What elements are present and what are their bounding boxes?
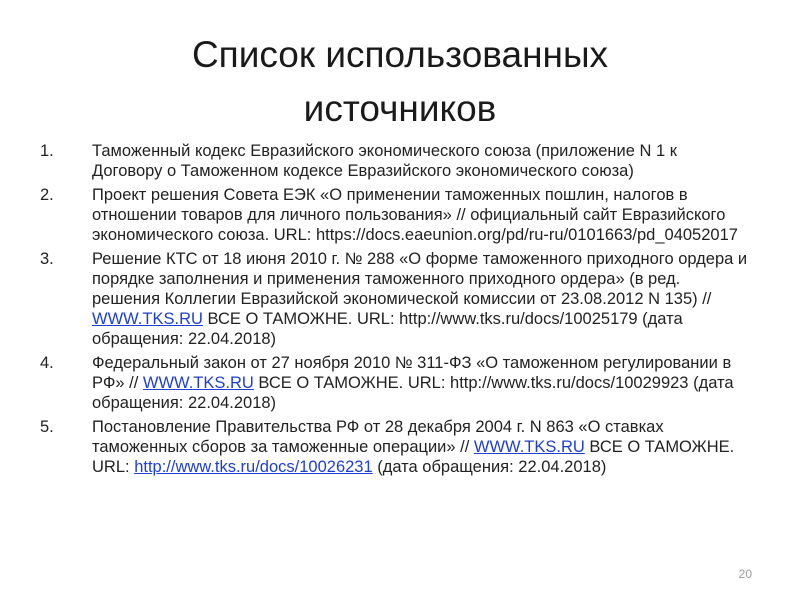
source-text: Проект решения Совета ЕЭК «О применении таможенных пошлин, налогов в отношении товаров для личного пользования» // официальный сайт Евразийского экономического союза. URL: https://docs.eaeunion.org/pd/ru-ru/0101663/pd_04052017 bbox=[92, 186, 738, 244]
source-number: 5. bbox=[40, 418, 54, 436]
tks-link[interactable]: WWW.TKS.RU bbox=[142, 374, 254, 392]
page-number: 20 bbox=[738, 567, 752, 581]
sources-list bbox=[40, 141, 750, 481]
source-number: 2. bbox=[40, 186, 54, 204]
source-text: Таможенный кодекс Евразийского экономического союза (приложение N 1 к Договору о Таможенном кодексе Евразийского экономического союза) bbox=[92, 142, 677, 180]
page-title bbox=[60, 28, 740, 136]
tks-link[interactable]: WWW.TKS.RU bbox=[92, 310, 203, 328]
tks-docs-link[interactable]: http://www.tks.ru/docs/10026231 bbox=[134, 458, 373, 476]
source-text-after: ВСЕ О ТАМОЖНЕ. URL: http://www.tks.ru/docs/10029923 (дата обращения: 22.04.2018) bbox=[92, 374, 734, 412]
title-line-1: Список использованных bbox=[191, 34, 609, 75]
source-item-5 bbox=[40, 417, 750, 477]
source-text-mid: ВСЕ О ТАМОЖНЕ. URL: bbox=[92, 438, 735, 476]
source-text-after: ВСЕ О ТАМОЖНЕ. URL: http://www.tks.ru/docs/10025179 (дата обращения: 22.04.2018) bbox=[92, 310, 683, 348]
source-item-1 bbox=[40, 141, 750, 181]
source-number: 1. bbox=[40, 142, 54, 160]
source-number: 4. bbox=[40, 354, 54, 372]
source-item-4 bbox=[40, 353, 750, 413]
source-number: 3. bbox=[40, 250, 54, 268]
title-line-2: источников bbox=[303, 88, 497, 129]
source-text-after: (дата обращения: 22.04.2018) bbox=[372, 458, 607, 476]
source-text: Решение КТС от 18 июня 2010 г. № 288 «О форме таможенного приходного ордера и порядке заполнения и применения таможенного приходного ордера» (в ред. решения Коллегии Евразийской экономической комиссии от 23.08.2012 N 135) // bbox=[92, 250, 748, 308]
tks-link[interactable]: WWW.TKS.RU bbox=[473, 438, 585, 456]
source-text: Постановление Правительства РФ от 28 декабря 2004 г. N 863 «О ставках таможенных сборов за таможенные операции» // bbox=[92, 418, 664, 456]
source-item-2 bbox=[40, 185, 750, 245]
source-text: Федеральный закон от 27 ноября 2010 № 311-ФЗ «О таможенном регулировании в РФ» // bbox=[92, 354, 732, 392]
source-item-3 bbox=[40, 249, 750, 349]
